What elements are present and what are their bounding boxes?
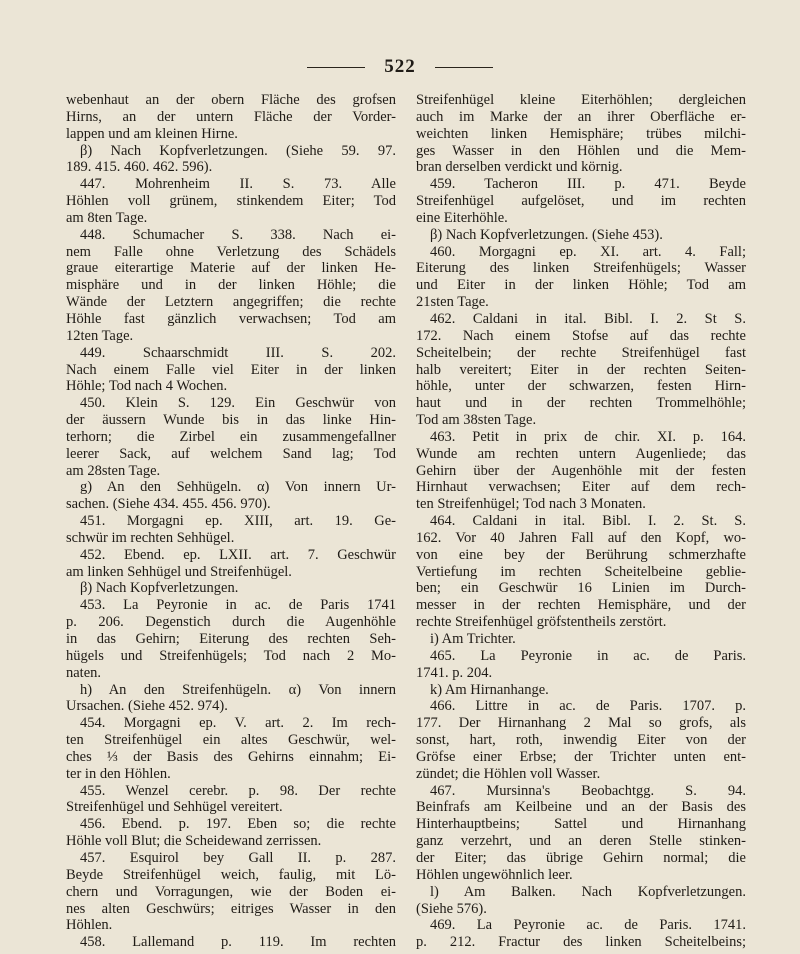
text-line: sachen. (Siehe 434. 455. 456. 970). <box>66 496 271 513</box>
text-line: der Eiter; das übrige Gehirn normal; die <box>416 849 746 866</box>
text-line: Höhlen. <box>66 917 113 934</box>
page-header <box>60 56 740 82</box>
text-line: Tod am 38sten Tage. <box>416 412 537 429</box>
text-line: und Eiter in der linken Höhle; Tod am <box>416 277 746 294</box>
text-line: leerer Sack, auf welchem Sand lag; Tod <box>66 445 396 462</box>
text-line: naten. <box>66 664 102 681</box>
text-line: Streifenhügel kleine Eiterhöhlen; dergleichen <box>416 92 746 108</box>
text-line: der äussern Wunde bis in das linke Hin- <box>66 412 396 429</box>
text-line: 162. Vor 40 Jahren Fall auf den Kopf, wo- <box>416 529 746 546</box>
text-line: 455. Wenzel cerebr. p. 98. Der rechte <box>80 782 396 799</box>
text-line: zündet; die Höhlen voll Wasser. <box>416 765 601 782</box>
text-line: Streifenhügel aufgelöset, und im rechten <box>416 193 746 210</box>
text-line: 457. Esquirol bey Gall II. p. 287. <box>80 849 396 866</box>
text-line: Wände der Letztern angegriffen; die rechte <box>66 294 396 311</box>
text-line: 21sten Tage. <box>416 294 489 311</box>
text-line: Hirnhaut verwachsen; Eiter auf dem rech- <box>416 479 746 496</box>
text-line: sonst, hart, roth, inwendig Eiter von der <box>416 732 746 749</box>
text-line: g) An den Sehhügeln. α) Von innern Ur- <box>80 479 396 496</box>
text-line: 463. Petit in prix de chir. XI. p. 164. <box>430 428 746 445</box>
header-rule-right <box>435 67 493 68</box>
page-number: 522 <box>384 56 416 77</box>
text-line: Höhle; Tod nach 4 Wochen. <box>66 378 228 395</box>
text-line: höhle, unter der schwarzen, festen Hirn- <box>416 378 746 395</box>
text-line: Gehirn über der Augenhöhle mit der festen <box>416 462 746 479</box>
text-line: k) Am Hirnanhange. <box>430 681 549 698</box>
text-line: Eiterung des linken Streifenhügels; Wasser <box>416 260 746 277</box>
text-line: hügels und Streifenhügels; Tod nach 2 Mo- <box>66 647 396 664</box>
right-column <box>416 92 746 951</box>
text-line: 459. Tacheron III. p. 471. Beyde <box>430 176 746 193</box>
text-line: ganz verzehrt, und an deren Stelle stinken- <box>416 833 746 850</box>
text-line: ten Streifenhügel ein altes Geschwür, wel- <box>66 732 396 749</box>
text-line: Hinterhauptbeins; Sattel und Hirnanhang <box>416 816 746 833</box>
text-line: l) Am Balken. Nach Kopfverletzungen. <box>430 883 746 900</box>
text-line: 1741. p. 204. <box>416 664 493 681</box>
text-line: graue eiterartige Materie auf der linken He- <box>66 260 396 277</box>
text-line: (Siehe 576). <box>416 900 487 917</box>
text-line: von eine bey der Berührung schmerzhafte <box>416 546 746 563</box>
text-line: p. 206. Degenstich durch die Augenhöhle <box>66 614 396 631</box>
text-line: ches ⅓ der Basis des Gehirns einnahm; Ei- <box>66 748 396 765</box>
text-line: haut und in der rechten Trommelhöhle; <box>416 395 746 412</box>
text-line: Beyde Streifenhügel weich, faulig, mit Lö- <box>66 866 396 883</box>
text-line: Gröfse einer Erbse; der Trichter unten ent- <box>416 748 746 765</box>
text-line: β) Nach Kopfverletzungen. <box>80 580 239 597</box>
text-line: Beinfrafs am Keilbeine und an der Basis des <box>416 799 746 816</box>
text-line: chern und Vorragungen, wie der Boden ei- <box>66 883 396 900</box>
text-line: 189. 415. 460. 462. 596). <box>66 159 213 176</box>
text-line: rechte Streifenhügel gröfstentheils zerstört. <box>416 614 667 631</box>
text-line: 447. Mohrenheim II. S. 73. Alle <box>80 176 396 193</box>
text-line: ben; ein Geschwür 16 Linien im Durch- <box>416 580 746 597</box>
text-line: 467. Mursinna's Beobachtgg. S. 94. <box>430 782 746 799</box>
text-line: ges Wasser in den Höhlen und die Mem- <box>416 142 746 159</box>
text-line: lappen und am kleinen Hirne. <box>66 125 238 142</box>
text-line: 462. Caldani in ital. Bibl. I. 2. St S. <box>430 310 746 327</box>
text-line: Ursachen. (Siehe 452. 974). <box>66 698 228 715</box>
text-line: Höhle fast gänzlich verwachsen; Tod am <box>66 310 396 327</box>
text-line: ter in den Höhlen. <box>66 765 171 782</box>
header-rule-left <box>307 67 365 68</box>
text-line: bran derselben verdickt und körnig. <box>416 159 623 176</box>
text-line: p. 212. Fractur des linken Scheitelbeins; <box>416 934 746 951</box>
text-line: i) Am Trichter. <box>430 631 516 647</box>
text-line: weichten linken Hemisphäre; trübes milchi- <box>416 125 746 142</box>
text-line: 177. Der Hirnanhang 2 Mal so grofs, als <box>416 715 746 732</box>
text-line: schwür im rechten Sehhügel. <box>66 529 235 546</box>
text-line: terhorn; die Zirbel ein zusammengefallner <box>66 428 396 445</box>
text-line: 453. La Peyronie in ac. de Paris 1741 <box>80 597 396 614</box>
text-line: 465. La Peyronie in ac. de Paris. <box>430 647 746 664</box>
text-line: 449. Schaarschmidt III. S. 202. <box>80 344 396 361</box>
text-line: webenhaut an der obern Fläche des grofsen <box>66 92 396 108</box>
text-line: 466. Littre in ac. de Paris. 1707. p. <box>430 698 746 715</box>
text-line: am linken Sehhügel und Streifenhügel. <box>66 563 292 580</box>
text-line: Höhlen voll grünem, stinkendem Eiter; Tod <box>66 193 396 210</box>
text-line: am 28sten Tage. <box>66 462 161 479</box>
text-line: 172. Nach einem Stofse auf das rechte <box>416 327 746 344</box>
text-line: 448. Schumacher S. 338. Nach ei- <box>80 226 396 243</box>
text-line: 460. Morgagni ep. XI. art. 4. Fall; <box>430 243 746 260</box>
text-line: Höhlen ungewöhnlich leer. <box>416 866 573 883</box>
text-line: in das Gehirn; Eiterung des rechten Seh- <box>66 631 396 647</box>
text-line: halb vereitert; Eiter in der rechten Seiten- <box>416 361 746 378</box>
text-line: nes alten Geschwürs; eitriges Wasser in den <box>66 900 396 917</box>
text-line: 452. Ebend. ep. LXII. art. 7. Geschwür <box>80 546 396 563</box>
text-line: Wunde am rechten untern Augenliede; das <box>416 445 746 462</box>
text-line: Vertiefung im rechten Scheitelbeine geblie- <box>416 563 746 580</box>
text-line: Scheitelbein; der rechte Streifenhügel fast <box>416 344 746 361</box>
text-line: 456. Ebend. p. 197. Eben so; die rechte <box>80 816 396 833</box>
text-line: h) An den Streifenhügeln. α) Von innern <box>80 681 396 698</box>
text-line: 450. Klein S. 129. Ein Geschwür von <box>80 395 396 412</box>
text-line: misphäre und in der linken Höhle; die <box>66 277 396 294</box>
text-line: eine Eiterhöhle. <box>416 209 508 226</box>
text-line: 464. Caldani in ital. Bibl. I. 2. St. S. <box>430 513 746 530</box>
text-line: Höhle voll Blut; die Scheidewand zerrissen. <box>66 833 322 850</box>
text-line: nem Falle ohne Verletzung des Schädels <box>66 243 396 260</box>
text-line: 469. La Peyronie ac. de Paris. 1741. <box>430 917 746 934</box>
text-line: am 8ten Tage. <box>66 209 148 226</box>
text-line: 454. Morgagni ep. V. art. 2. Im rech- <box>80 715 396 732</box>
left-column <box>66 92 396 951</box>
text-line: Streifenhügel und Sehhügel vereitert. <box>66 799 283 816</box>
text-line: messer in der rechten Hemisphäre, und der <box>416 597 746 614</box>
text-line: β) Nach Kopfverletzungen. (Siehe 453). <box>430 226 663 243</box>
text-line: 12ten Tage. <box>66 327 134 344</box>
text-line: 458. Lallemand p. 119. Im rechten <box>80 934 396 951</box>
text-line: auch im Marke der an ihrer Oberfläche er- <box>416 108 746 125</box>
text-line: ten Streifenhügel; Tod nach 3 Monaten. <box>416 496 646 513</box>
text-line: Hirns, an der untern Fläche der Vorder- <box>66 108 396 125</box>
text-line: 451. Morgagni ep. XIII, art. 19. Ge- <box>80 513 396 530</box>
text-line: β) Nach Kopfverletzungen. (Siehe 59. 97. <box>80 142 396 159</box>
text-line: Nach einem Falle viel Eiter in der linken <box>66 361 396 378</box>
